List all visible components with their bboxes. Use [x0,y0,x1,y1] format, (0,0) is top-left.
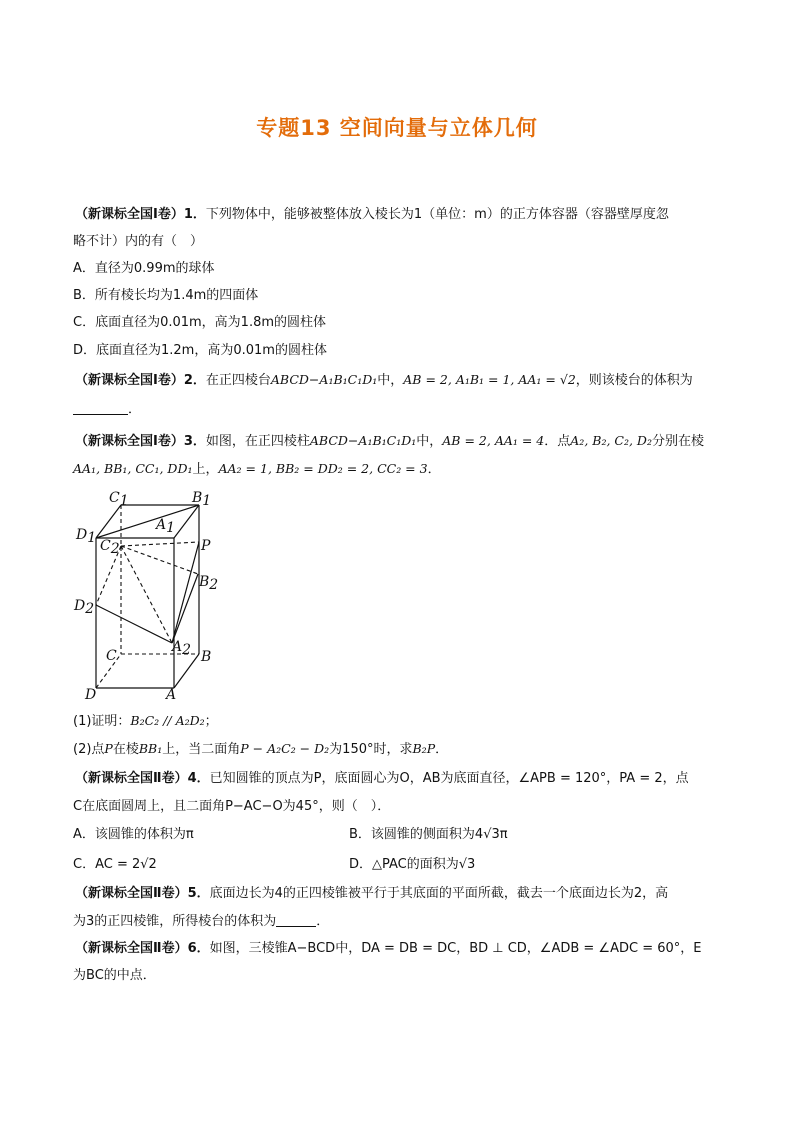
label-p: P [201,538,211,554]
q2-end: ． [128,402,142,417]
q2-conditions: AB = 2, A₁B₁ = 1, AA₁ = √2 [403,372,576,387]
q4-number: 4． [187,771,210,786]
q5-end: ． [316,914,330,929]
q3-part2-point: P [104,741,113,756]
q5-stem-text2: 为3的正四棱锥，所得棱台的体积为 [73,914,277,929]
label-a1: A1 [156,517,176,536]
q5-number: 5． [187,886,210,901]
label-a2: A2 [172,639,192,658]
q3-solid: ABCD−A₁B₁C₁D₁ [309,433,417,448]
q1-stem-line1 [75,205,735,225]
q4-stem-line2: C在底面圆周上，且二面角P−AC−O为45°，则（ ）． [73,799,391,814]
q4-option-d: D．△PAC的面积为√3 [349,857,476,872]
prism-figure [72,488,222,700]
q3-source: （新课标全国Ⅰ卷） [75,434,184,449]
q3-conditions2: AA₂ = 1, BB₂ = DD₂ = 2, CC₂ = 3 [218,461,428,476]
q3-stem-pre: 如图，在正四棱柱 [205,434,310,449]
q3-part2-end: ． [435,742,449,757]
q3-stem-mid: 中， [416,434,443,449]
q3-stem-end: 分别在棱 [651,434,704,449]
q3-part2-seg: B₂P [412,741,436,756]
q3-stem-post: ．点 [544,434,571,449]
label-b: B [201,649,212,665]
q6-stem-line1 [75,939,735,959]
q2-solid: ABCD−A₁B₁C₁D₁ [270,372,378,387]
q3-stem-line1 [75,431,735,452]
q3-part2-edge: BB₁ [138,741,163,756]
q3-points: A₂, B₂, C₂, D₂ [570,433,652,448]
q6-stem-line2: 为BC的中点． [73,968,156,983]
label-c1: C1 [109,490,129,509]
label-d2: D2 [74,598,95,617]
q6-source: （新课标全国Ⅱ卷） [75,941,188,956]
q2-source: （新课标全国Ⅰ卷） [75,373,184,388]
q3-part1-math: B₂C₂ // A₂D₂ [130,713,205,728]
q3-part1-end: ； [204,714,218,729]
q2-stem-mid: 中， [377,373,404,388]
q3-number: 3． [183,434,206,449]
q1-option-a: A．直径为0.99m的球体 [73,261,215,276]
q1-option-b: B．所有棱长均为1.4m的四面体 [73,288,259,303]
label-c2: C2 [100,538,120,557]
q6-number: 6． [187,941,210,956]
q1-stem-line2: 略不计）内的有（ ） [73,234,204,249]
q1-source: （新课标全国Ⅰ卷） [75,207,184,222]
q2-stem-pre: 在正四棱台 [205,373,271,388]
label-b2: B2 [199,574,219,593]
q3-stem-line2-mid: 上， [192,462,219,477]
q3-conditions1: AB = 2, AA₁ = 4 [442,433,545,448]
q2-answer-line [73,400,733,420]
q3-part2-a: 在棱 [112,742,139,757]
q4-option-b: B．该圆锥的侧面积为4√3π [349,827,508,842]
q3-part1 [73,711,733,732]
q4-stem-line1 [75,769,735,789]
label-d: D [85,687,97,700]
q3-edges: AA₁, BB₁, CC₁, DD₁ [73,461,193,476]
q3-part1-pre: (1)证明： [73,714,131,729]
q5-stem-line1 [75,884,735,904]
q3-part2-pre: (2)点 [73,742,105,757]
label-c: C [106,648,117,664]
q3-stem-line2-end: ． [427,462,441,477]
label-a: A [166,687,177,700]
q6-stem-text1: 如图，三棱锥A−BCD中，DA = DB = DC，BD ⊥ CD，∠ADB = ∠ADC = 60°，E [209,941,702,956]
q3-part2-angle: P − A₂C₂ − D₂ [240,741,330,756]
q4-stem-text1: 已知圆锥的顶点为P，底面圆心为O，AB为底面直径，∠APB = 120°，PA = 2，点 [209,771,689,786]
q1-number: 1． [183,207,206,222]
q1-stem-text1: 下列物体中，能够被整体放入棱长为1（单位：m）的正方体容器（容器壁厚度忽 [205,207,669,222]
q5-stem-line2 [73,912,733,932]
q3-part2-b: 上，当二面角 [162,742,241,757]
label-d1: D1 [76,527,97,546]
q2-answer-blank[interactable] [73,400,128,415]
document-title: 专题13 空间向量与立体几何 [256,116,538,140]
q2-number: 2． [183,373,206,388]
q4-option-a: A．该圆锥的体积为π [73,827,194,842]
q3-stem-line2 [73,459,733,480]
q3-part2 [73,739,733,760]
label-b1: B1 [192,490,212,509]
q3-part2-c: 为150°时，求 [329,742,413,757]
q4-option-c: C．AC = 2√2 [73,857,157,872]
q5-stem-text1: 底面边长为4的正四棱锥被平行于其底面的平面所截，截去一个底面边长为2，高 [209,886,669,901]
q2-stem-line1 [75,370,735,391]
q2-stem-post: ，则该棱台的体积为 [575,373,693,388]
q1-option-d: D．底面直径为1.2m，高为0.01m的圆柱体 [73,343,327,358]
q5-source: （新课标全国Ⅱ卷） [75,886,188,901]
q5-answer-blank[interactable] [276,912,316,927]
q1-option-c: C．底面直径为0.01m，高为1.8m的圆柱体 [73,315,327,330]
q4-source: （新课标全国Ⅱ卷） [75,771,188,786]
